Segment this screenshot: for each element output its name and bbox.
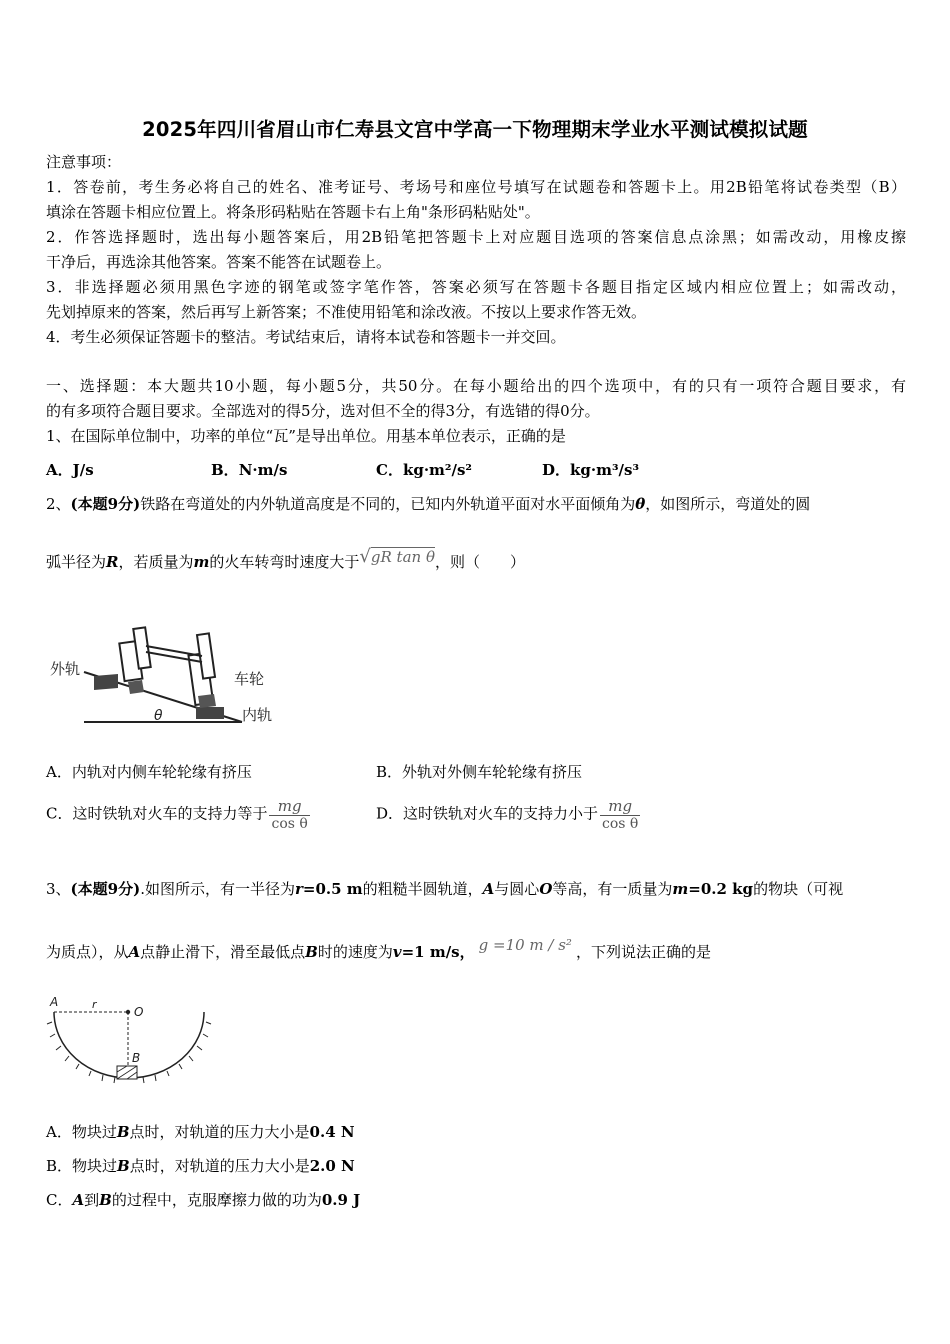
q1-option-a: A．J/s [46,461,94,479]
q1-option-d: D．kg·m³/s³ [542,461,640,479]
q3-option-c: C．A到B的过程中，克服摩擦力做的功为0.9 J [46,1191,361,1209]
fig-point-a-label: A [50,995,59,1009]
notice-line-3a: 3．非选择题必须用黑色字迹的钢笔或签字笔作答，答案必须写在答题卡各题目指定区域内相应位置上；如需改动， [46,278,906,296]
fraction-mg-over-cos: $\frac{mg}{\text{cos θ}}$ [602,797,639,832]
semicircle-track-diagram [46,992,216,1087]
q2-option-b: B．外轨对外侧车轮轮缘有挤压 [376,763,583,781]
q3-stem-line-2: 为质点），从A点静止滑下，滑至最低点B时的速度为v=1 m/s， g =10 m / s² ，下列说法正确的是 [46,940,906,965]
section-line-1: 一、选择题：本大题共10小题，每小题5分，共50分。在每小题给出的四个选项中，有的只有一项符合题目要求，有 [46,377,906,395]
fig-radius-label: r [92,998,97,1011]
q3-option-b: B．物块过B点时，对轨道的压力大小是2.0 N [46,1157,355,1175]
section-line-2: 的有多项符合题目要求。全部选对的得5分，选对但不全的得3分，有选错的得0分。 [46,402,600,420]
fig-theta-label: θ [154,708,163,724]
q2-option-d: D．这时铁轨对火车的支持力小于 $\frac{mg}{\text{cos θ}}$ [376,797,639,832]
q2-option-c: C．这时铁轨对火车的支持力等于 $\frac{mg}{\text{cos θ}}$ [46,797,308,832]
notice-line-3b: 先划掉原来的答案，然后再写上新答案；不准使用铅笔和涂改液。不按以上要求作答无效。 [46,303,647,321]
fig-point-b-label: B [132,1051,141,1065]
q2-stem-line-2: 弧半径为R，若质量为m的火车转弯时速度大于√gR tan θ，则（ ） [46,546,525,571]
q3-option-a: A．物块过B点时，对轨道的压力大小是0.4 N [46,1123,355,1141]
q2-option-a: A．内轨对内侧车轮轮缘有挤压 [46,763,252,781]
q1-option-c: C．kg·m²/s² [376,461,472,479]
q2-stem-line-1: 2、(本题9分)铁路在弯道处的内外轨道高度是不同的，已知内外轨道平面对水平面倾角为θ，如图所示，弯道处的圆 [46,495,811,513]
g-expression: g =10 m / s² [478,936,572,954]
fig-outer-rail-label: 外轨 [50,660,81,678]
fraction-mg-over-cos: $\frac{mg}{\text{cos θ}}$ [271,797,308,832]
notice-line-1b: 填涂在答题卡相应位置上。将条形码粘贴在答题卡右上角"条形码粘贴处"。 [46,203,540,221]
sqrt-expression: √gR tan θ [359,546,435,567]
notice-line-2b: 干净后，再选涂其他答案。答案不能答在试题卷上。 [46,253,392,271]
page-title: 2025年四川省眉山市仁寿县文宫中学高一下物理期末学业水平测试模拟试题 [142,118,808,141]
notice-line-2a: 2．作答选择题时，选出每小题答案后，用2B铅笔把答题卡上对应题目选项的答案信息点涂黑；如需改动，用橡皮擦 [46,228,906,246]
fig-wheel-label: 车轮 [234,670,265,688]
notice-line-4: 4．考生必须保证答题卡的整洁。考试结束后，请将本试卷和答题卡一并交回。 [46,328,566,346]
fig-point-o-label: O [134,1005,144,1019]
rail-diagram [46,612,286,727]
q1-option-b: B．N·m/s [211,461,288,479]
q1-stem: 1、在国际单位制中，功率的单位“瓦”是导出单位。用基本单位表示，正确的是 [46,427,566,445]
fig-inner-rail-label: 内轨 [242,706,273,724]
q3-stem-line-1: 3、(本题9分).如图所示，有一半径为r=0.5 m的粗糙半圆轨道，A与圆心O等高，有一质量为m=0.2 kg的物块（可视 [46,880,844,898]
notice-heading: 注意事项： [46,153,122,171]
notice-line-1a: 1．答卷前，考生务必将自己的姓名、准考证号、考场号和座位号填写在试题卷和答题卡上。用2B铅笔将试卷类型（B） [46,178,906,196]
